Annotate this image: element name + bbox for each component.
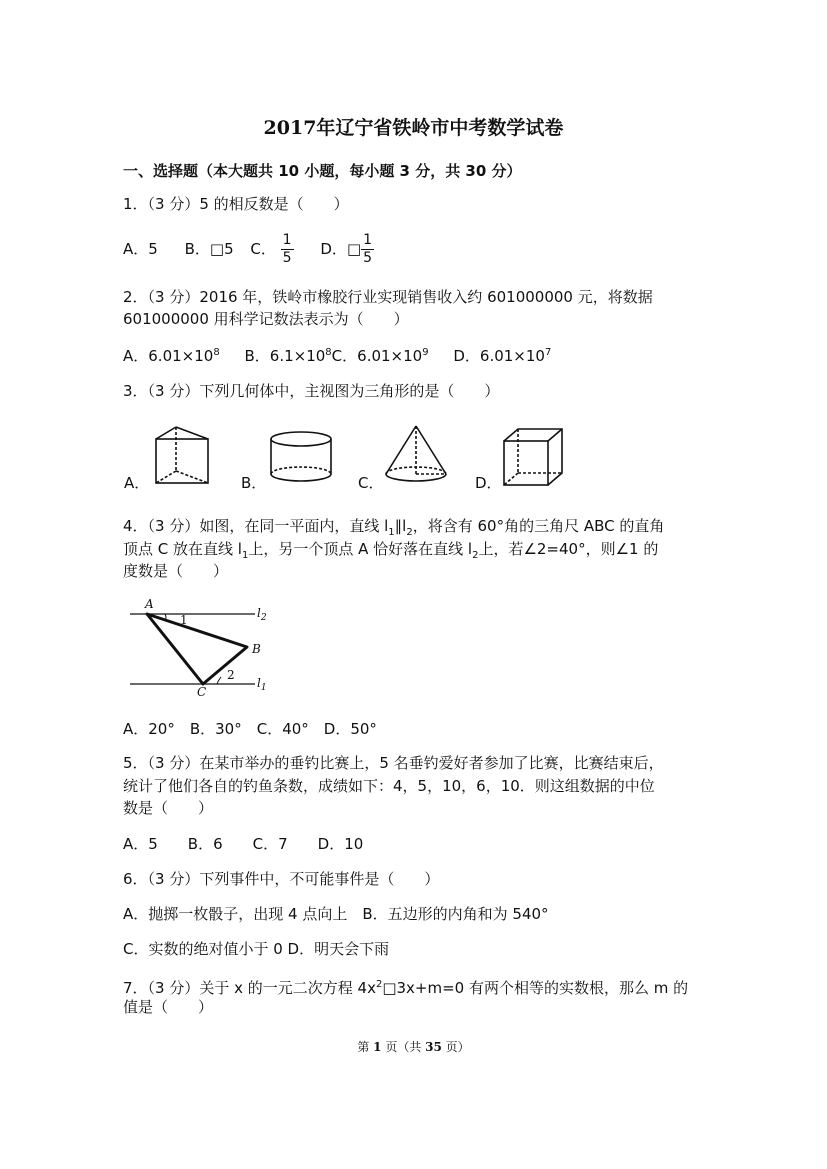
line-l1-label: $l_1$ xyxy=(257,676,267,693)
q2-option-b: B．6.1×10 xyxy=(244,347,326,365)
question-5-options: A．5 B．6 C．7 D．10 xyxy=(123,835,364,853)
question-4-line-2: 顶点 C 放在直线 $l_1$上，另一个顶点 A 恰好落在直线 $l_2$上，若∠2=40°，则∠1 的 xyxy=(123,540,659,561)
question-4-options: A．20° B．30° C．40° D．50° xyxy=(123,720,377,738)
q1-option-b-value: 5 xyxy=(224,240,234,258)
fraction-one-fifth: $\frac{1}{5}$ xyxy=(363,232,373,266)
q2-option-c: C．6.01×10 xyxy=(331,347,423,365)
question-5-line-1: 5．（3 分）在某市举办的垂钓比赛上，5 名垂钓爱好者参加了比赛，比赛结束后， xyxy=(123,754,664,772)
angle-1-label: 1 xyxy=(180,613,188,627)
question-4-line-3: 度数是（ ） xyxy=(123,562,229,580)
question-4-line-1: 4．（3 分）如图，在同一平面内，直线 $l_1\parallel l_2$，将含有 60°角的三角尺 ABC 的直角 xyxy=(123,517,665,538)
question-1-stem: 1．（3 分）5 的相反数是（ ） xyxy=(123,195,349,213)
vertex-a-label: A xyxy=(145,597,154,611)
total-pages: 35 xyxy=(425,1040,442,1054)
question-5-line-3: 数是（ ） xyxy=(123,799,214,817)
question-2-options: A．$6.01\times 10^8$ B．$6.1\times 10^8C$．$6.01\times 10^9$ D．$6.01\times 10^7$ xyxy=(123,347,552,365)
line-l2-label: $l_2$ xyxy=(257,606,267,623)
question-6-options-cd: C．实数的绝对值小于 0 D．明天会下雨 xyxy=(123,940,390,958)
q3-label-b: B． xyxy=(241,474,267,492)
q2-option-a: A．6.01×10 xyxy=(123,347,214,365)
question-1-options xyxy=(123,232,374,267)
parallel-lines-triangle-figure xyxy=(125,597,285,697)
exam-title: 2017年辽宁省铁岭市中考数学试卷 xyxy=(263,117,564,139)
triangular-prism-figure xyxy=(150,425,215,485)
cylinder-figure xyxy=(268,430,334,484)
vertex-b-label: B xyxy=(252,642,261,656)
missing-glyph: □ xyxy=(209,240,225,258)
cube-figure xyxy=(502,427,568,487)
question-2-line-2: 601000000 用科学记数法表示为（ ） xyxy=(123,310,409,328)
question-7-line-2: 值是（ ） xyxy=(123,998,214,1016)
page-footer: 第 1 页（共 35 页） xyxy=(357,1040,470,1054)
vertex-c-label: C xyxy=(197,685,207,699)
q3-label-c: C． xyxy=(358,474,384,492)
missing-glyph: □ xyxy=(346,240,362,258)
question-6-stem: 6．（3 分）下列事件中，不可能事件是（ ） xyxy=(123,870,440,888)
cone-figure xyxy=(383,424,449,484)
section-heading: 一、选择题（本大题共 10 小题，每小题 3 分，共 30 分） xyxy=(123,162,522,180)
q2-option-d: D．6.01×10 xyxy=(453,347,545,365)
current-page: 1 xyxy=(373,1040,382,1054)
q1-option-b: B． xyxy=(184,240,210,258)
q3-label-d: D． xyxy=(475,474,502,492)
question-2-line-1: 2．（3 分）2016 年，铁岭市橡胶行业实现销售收入约 601000000 元，将数据 xyxy=(123,288,653,306)
q1-option-d: D． xyxy=(320,240,347,258)
q3-label-a: A． xyxy=(124,474,150,492)
question-3-stem: 3．（3 分）下列几何体中，主视图为三角形的是（ ） xyxy=(123,382,500,400)
question-7-line-1: 7．（3 分）关于 x 的一元二次方程 $4x^2□3x+m=0$ 有两个相等的实数根，那么 m 的 xyxy=(123,979,689,997)
angle-2-label: 2 xyxy=(227,668,235,682)
q1-option-c: C． xyxy=(250,240,276,258)
fraction-one-fifth: $\frac{1}{5}$ xyxy=(282,232,292,266)
q1-option-a: A．5 xyxy=(123,240,158,258)
question-5-line-2: 统计了他们各自的钓鱼条数，成绩如下：4，5，10，6，10．则这组数据的中位 xyxy=(123,777,655,795)
question-6-options-ab: A．抛掷一枚骰子，出现 4 点向上 B．五边形的内角和为 540° xyxy=(123,905,549,923)
